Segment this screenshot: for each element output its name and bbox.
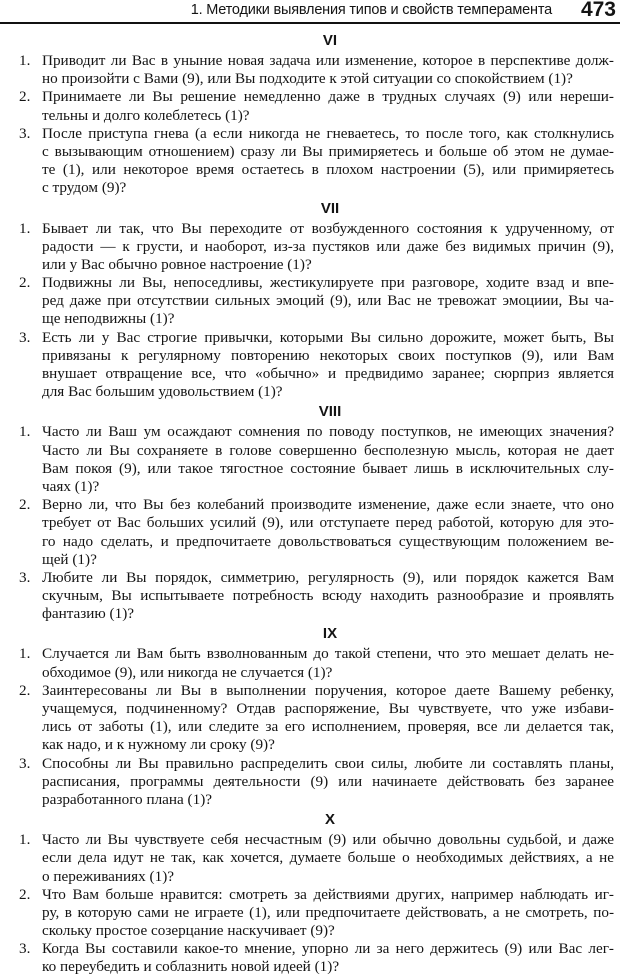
question-text-line: привязаны к регулярному повторению некоторых своих поступков (9), или Вам bbox=[42, 346, 614, 364]
question-text-line: тельны и долго колеблетесь (1)? bbox=[42, 106, 250, 124]
question-text-line: Любите ли Вы порядок, симметрию, регулярность (9), или порядок кажется Вам bbox=[42, 568, 614, 586]
section-vi bbox=[0, 30, 620, 198]
question-text-line: ред даже при отсутствии сильных эмоций (9), или Вас не тревожат эмоциии, Вы ча- bbox=[42, 292, 614, 310]
question-text-line: Способны ли Вы правильно распределить свои силы, любите ли составлять планы, bbox=[42, 754, 614, 772]
question-text-line: Принимаете ли Вы решение немедленно даже в трудных случаях (9) или нереши- bbox=[42, 88, 614, 106]
question-item bbox=[0, 220, 620, 275]
question-number: 2. bbox=[19, 885, 31, 903]
question-text-line: скучным, Вы испытываете потребность всюду находить разнообразие и проявлять bbox=[42, 587, 614, 605]
question-text-line: о переживаниях (1)? bbox=[42, 867, 175, 885]
question-text-line: ко переубедить и соблазнить новой идеей (1)? bbox=[42, 958, 340, 976]
question-text-line: Часто ли Вы чувствуете себя несчастным (9) или обычно довольны судьбой, и даже bbox=[42, 831, 614, 849]
section-x bbox=[0, 809, 620, 977]
question-number: 1. bbox=[19, 831, 31, 849]
section-vii bbox=[0, 198, 620, 402]
questionnaire-body bbox=[0, 30, 620, 977]
question-text-line: с трудом (9)? bbox=[42, 179, 127, 197]
section-viii bbox=[0, 401, 620, 623]
question-item bbox=[0, 886, 620, 941]
question-text-line: Случается ли Вам быть взволнованным до такой степени, что это мешает делать не- bbox=[42, 645, 614, 663]
question-item bbox=[0, 940, 620, 976]
question-text-line: ще неподвижны (1)? bbox=[42, 310, 175, 328]
question-text-line: но произойти с Вами (9), или Вы подходите к этой ситуации со спокойствием (1)? bbox=[42, 70, 573, 88]
question-text-line: Часто ли Ваш ум осаждают сомнения по поводу поступков, не имеющих значения? bbox=[42, 423, 614, 441]
question-text-line: Верно ли, что Вы без колебаний производите изменение, даже если знаете, что оно bbox=[42, 496, 614, 514]
question-number: 1. bbox=[19, 219, 31, 237]
question-item bbox=[0, 831, 620, 886]
section-heading: X bbox=[324, 811, 335, 829]
question-item bbox=[0, 125, 620, 198]
question-number: 2. bbox=[19, 274, 31, 292]
question-text-line: те (1), или некоторое время остаетесь в плохом настроении (5), или примиряетесь bbox=[42, 161, 614, 179]
question-text-line: Вам покоя (9), или такое тягостное состояние бывает лишь в исключительных слу- bbox=[42, 459, 614, 477]
question-text-line: если дела идут не так, как хочется, думаете больше о необходимых действиях, а не bbox=[42, 849, 614, 867]
question-text-line: Есть ли у Вас строгие привычки, которыми Вы сильно дорожите, может быть, Вы bbox=[42, 328, 614, 346]
question-item bbox=[0, 88, 620, 124]
question-item bbox=[0, 274, 620, 329]
running-header bbox=[0, 0, 620, 24]
question-text-line: После приступа гнева (а если никогда не гневаетесь, то после того, как столкнулись bbox=[42, 124, 614, 142]
question-text-line: Что Вам больше нравится: смотреть за действиями других, например наблюдать иг- bbox=[42, 885, 614, 903]
question-text-line: радости — к грусти, и наоборот, из-за пустяков или даже без видимых причин (9), bbox=[42, 237, 614, 255]
question-item bbox=[0, 496, 620, 569]
question-text-line: расписания, программы деятельности (9) или начинаете действовать без заранее bbox=[42, 772, 614, 790]
question-number: 3. bbox=[19, 328, 31, 346]
question-item bbox=[0, 569, 620, 624]
question-text-line: как надо, и к нужному ли сроку (9)? bbox=[42, 736, 275, 754]
question-text-line: Бывает ли так, что Вы переходите от возбужденного состояния к удрученному, от bbox=[42, 219, 614, 237]
running-title: 1. Методики выявления типов и свойств темперамента bbox=[190, 2, 552, 18]
question-text-line: или у Вас обычно ровное настроение (1)? bbox=[42, 255, 312, 273]
question-text-line: учащемуся, подчиненному? Отдав распоряжение, Вы чувствуете, что уже избави- bbox=[42, 700, 614, 717]
question-text-line: внушает отвращение все, что «обычно» и предвидимо заранее; сюрприз является bbox=[42, 365, 614, 382]
question-text-line: разработанного плана (1)? bbox=[42, 790, 213, 808]
question-text-line: скольку простое созерцание наскучивает (9)? bbox=[42, 922, 335, 940]
question-number: 2. bbox=[19, 681, 31, 699]
question-text-line: требует от Вас больших усилий (9), или отступаете перед работой, которую для это- bbox=[42, 514, 614, 532]
question-text-line: лись от заботы (1), или следите за его исполнением, проверяя, все ли делается так, bbox=[42, 718, 614, 736]
question-text-line: Заинтересованы ли Вы в выполнении поручения, которое даете Вашему ребенку, bbox=[42, 681, 614, 699]
question-number: 1. bbox=[19, 423, 31, 441]
question-text-line: го надо сделать, и предпочитаете довольствоваться существующим положением ве- bbox=[42, 532, 614, 550]
section-heading: VIII bbox=[318, 403, 342, 421]
question-text-line: обходимое (9), или никогда не случается (1)? bbox=[42, 663, 333, 681]
question-text-line: щей (1)? bbox=[42, 550, 97, 568]
question-text-line: фантазию (1)? bbox=[42, 605, 134, 623]
question-number: 3. bbox=[19, 940, 31, 958]
question-number: 2. bbox=[19, 496, 31, 514]
question-item bbox=[0, 645, 620, 681]
question-text-line: Подвижны ли Вы, непоседливы, жестикулируете при разговоре, ходите взад и впе- bbox=[42, 274, 614, 292]
question-text-line: Часто ли Вы сохраняете в голове совершенно бесполезную мысль, которая не дает bbox=[42, 441, 614, 459]
question-text-line: чаях (1)? bbox=[42, 477, 100, 495]
question-item bbox=[0, 682, 620, 755]
section-heading: IX bbox=[322, 625, 338, 643]
page-number: 473 bbox=[580, 0, 616, 21]
question-number: 1. bbox=[19, 645, 31, 663]
question-item bbox=[0, 755, 620, 810]
question-number: 2. bbox=[19, 88, 31, 106]
question-text-line: Когда Вы составили какое-то мнение, упорно ли за него держитесь (9) или Вас лег- bbox=[42, 940, 614, 958]
question-text-line: Приводит ли Вас в уныние новая задача или изменение, которое в перспективе долж- bbox=[42, 52, 614, 69]
question-number: 3. bbox=[19, 568, 31, 586]
question-text-line: с вызывающим отношением) сразу ли Вы примиряетесь и больше об этом не думае- bbox=[42, 142, 614, 160]
question-number: 3. bbox=[19, 754, 31, 772]
question-item bbox=[0, 329, 620, 402]
question-item bbox=[0, 423, 620, 496]
question-number: 1. bbox=[19, 52, 31, 69]
question-text-line: для Вас большим удовольствием (1)? bbox=[42, 383, 283, 401]
section-ix bbox=[0, 623, 620, 809]
question-number: 3. bbox=[19, 124, 31, 142]
question-item bbox=[0, 52, 620, 88]
question-text-line: ру, в которую сами не играете (1), или предпочитаете действовать, а не смотреть, по- bbox=[42, 903, 614, 921]
section-heading: VI bbox=[322, 32, 338, 49]
section-heading: VII bbox=[320, 199, 340, 217]
